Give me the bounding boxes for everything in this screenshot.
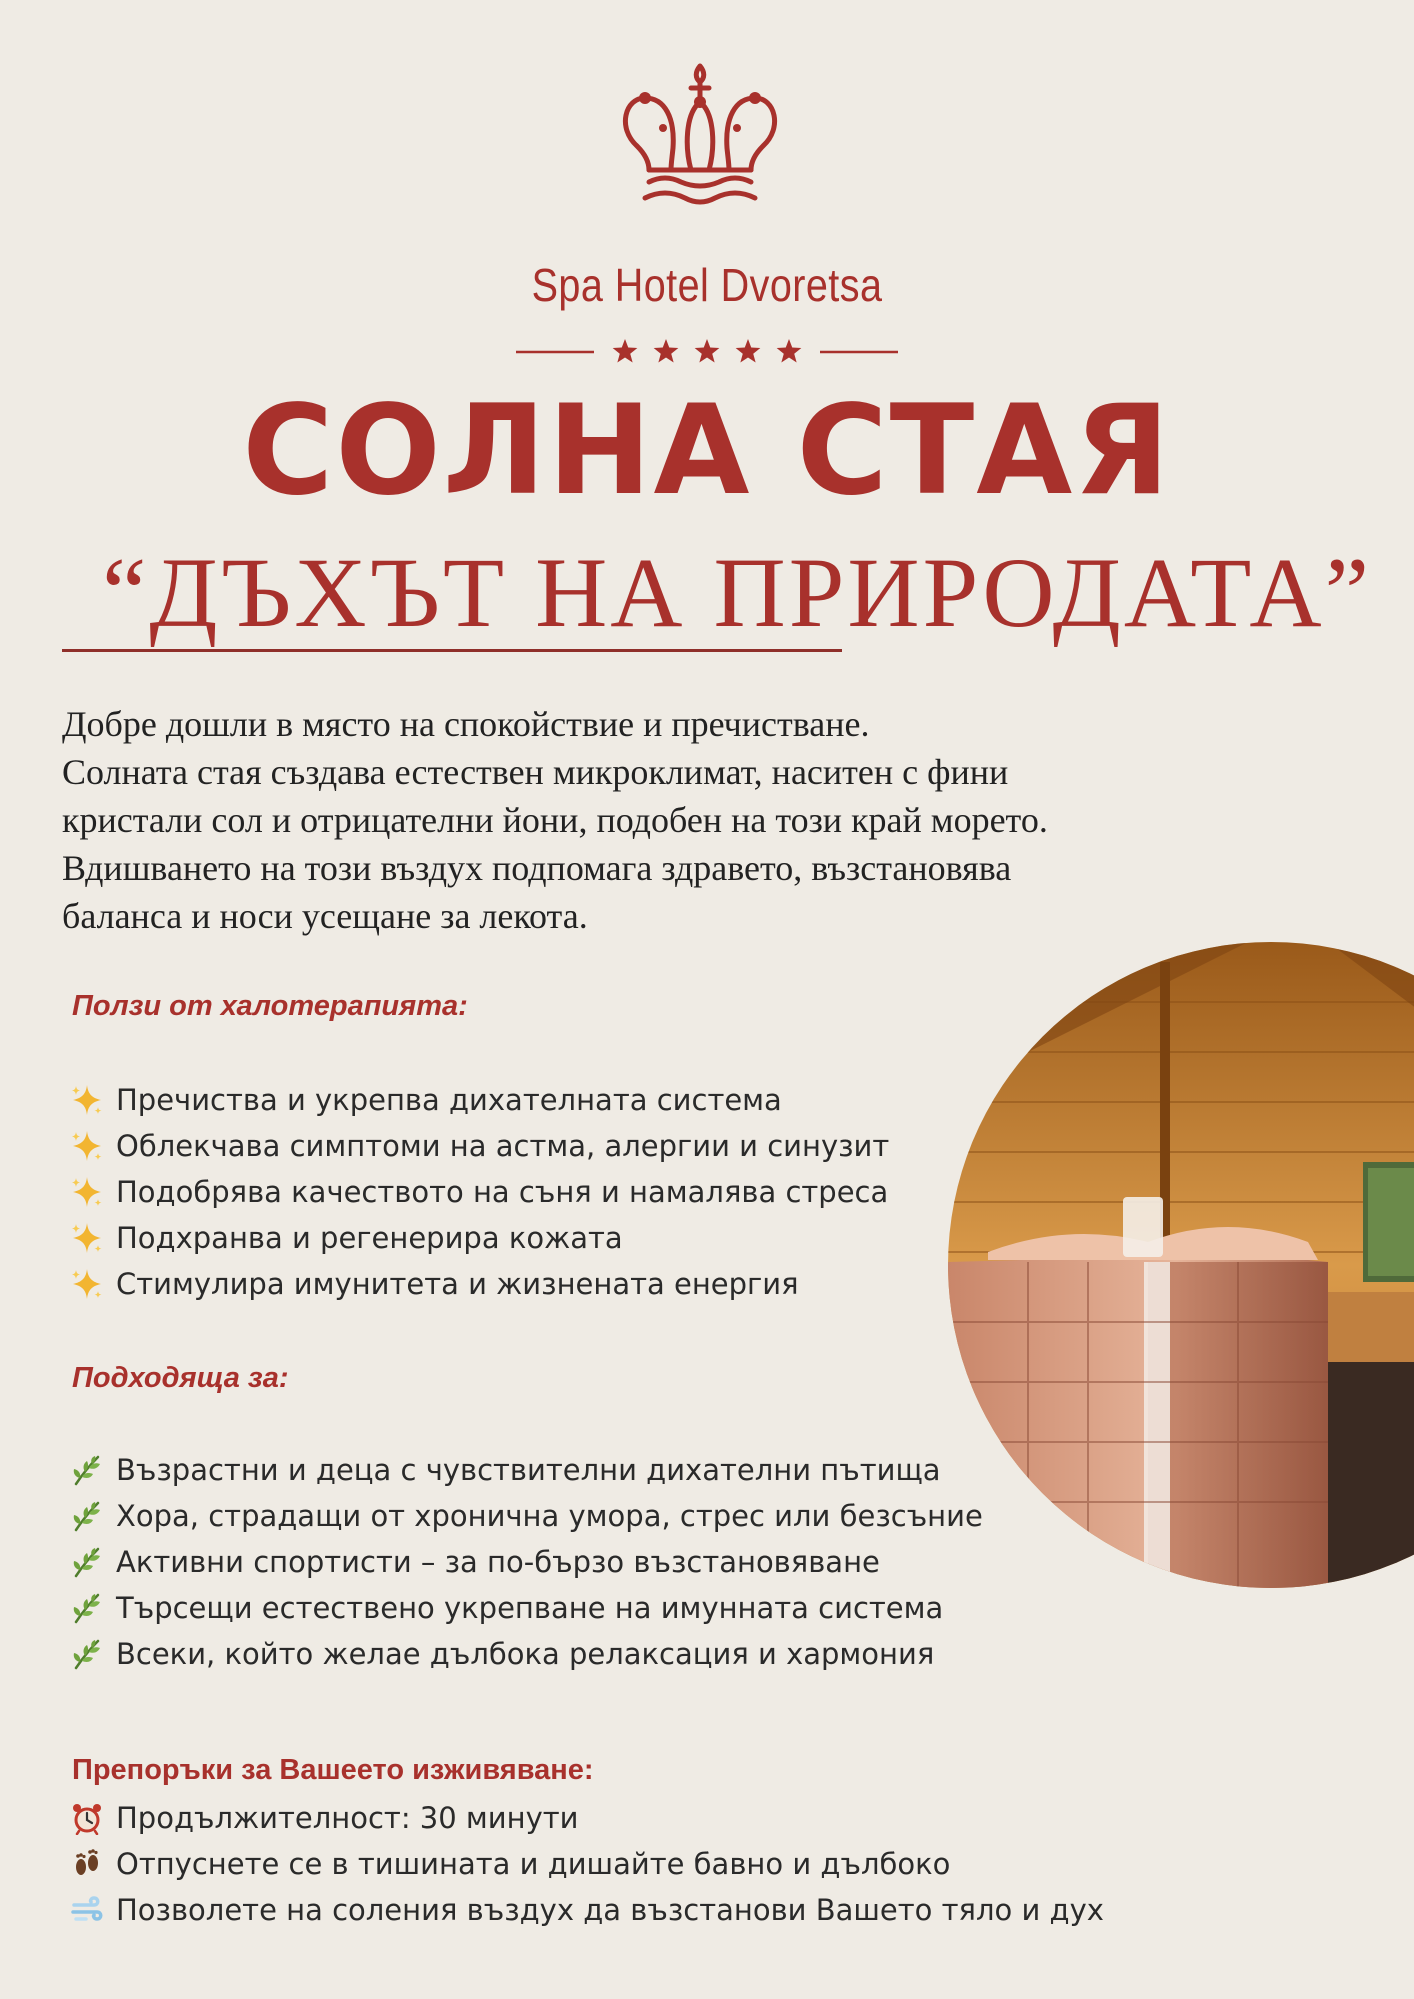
star-icon	[654, 339, 679, 363]
sparkles-icon	[70, 1221, 104, 1255]
herb-icon	[70, 1453, 104, 1487]
alarm-clock-icon	[70, 1801, 104, 1835]
list-item	[70, 1169, 889, 1215]
intro-text	[62, 700, 1292, 940]
herb-icon	[70, 1591, 104, 1625]
list-item-text: Отпуснете се в тишината и дишайте бавно и дълбоко	[116, 1847, 951, 1881]
sparkles-icon	[70, 1175, 104, 1209]
list-item-text: Възрастни и деца с чувствителни дихателни пътища	[116, 1453, 941, 1487]
suitable-heading: Подходяща за:	[72, 1362, 289, 1394]
salt-room-photo	[948, 942, 1414, 1588]
five-star-rating	[512, 334, 902, 370]
list-item	[70, 1123, 889, 1169]
intro-line: баланса и носи усещане за лекота.	[62, 896, 588, 936]
list-item-text: Всеки, който желае дълбока релаксация и хармония	[116, 1637, 935, 1671]
sparkles-icon	[70, 1267, 104, 1301]
benefits-heading: Ползи от халотерапията:	[72, 990, 468, 1022]
intro-line: Добре дошли в място на спокойствие и пречистване.	[62, 704, 870, 744]
tips-heading: Препоръки за Вашеето изживяване:	[72, 1754, 594, 1786]
list-item	[70, 1631, 983, 1677]
tips-list	[70, 1795, 1104, 1933]
list-item	[70, 1841, 1104, 1887]
list-item-text: Търсещи естествено укрепване на имунната система	[116, 1591, 944, 1625]
list-item	[70, 1539, 983, 1585]
list-item-text: Стимулира имунитета и жизнената енергия	[116, 1267, 799, 1301]
crown-icon	[615, 58, 785, 218]
suitable-list	[70, 1447, 983, 1677]
list-item-text: Позволете на соления въздух да възстанови Вашето тяло и дух	[116, 1893, 1104, 1927]
list-item-text: Облекчава симптоми на астма, алергии и синузит	[116, 1129, 890, 1163]
list-item	[70, 1077, 889, 1123]
intro-line: Вдишването на този въздух подпомага здравето, възстановява	[62, 848, 1012, 888]
list-item-text: Подхранва и регенерира кожата	[116, 1221, 623, 1255]
herb-icon	[70, 1499, 104, 1533]
star-icon	[613, 339, 638, 363]
footprints-icon	[70, 1847, 104, 1881]
list-item	[70, 1447, 983, 1493]
page-subtitle: “ДЪХЪТ НА ПРИРОДАТА”	[101, 537, 1372, 648]
star-icon	[777, 339, 802, 363]
hotel-name: Spa Hotel Dvoretsa	[531, 259, 883, 311]
sparkles-icon	[70, 1129, 104, 1163]
list-item	[70, 1493, 983, 1539]
herb-icon	[70, 1637, 104, 1671]
list-item-text: Подобрява качеството на съня и намалява стреса	[116, 1175, 889, 1209]
list-item-text: Хора, страдащи от хронична умора, стрес или безсъние	[116, 1499, 983, 1533]
list-item	[70, 1887, 1104, 1933]
list-item	[70, 1261, 889, 1307]
star-icon	[695, 339, 720, 363]
list-item	[70, 1215, 889, 1261]
title-divider	[62, 649, 842, 652]
intro-line: кристали сол и отрицателни йони, подобен на този край морето.	[62, 800, 1048, 840]
list-item	[70, 1585, 983, 1631]
list-item-text: Активни спортисти – за по-бързо възстановяване	[116, 1545, 880, 1579]
herb-icon	[70, 1545, 104, 1579]
star-icon	[736, 339, 761, 363]
wind-icon	[70, 1893, 104, 1927]
benefits-list	[70, 1077, 889, 1307]
list-item-text: Пречиства и укрепва дихателната система	[116, 1083, 782, 1117]
list-item-text: Продължителност: 30 минути	[116, 1801, 579, 1835]
sparkles-icon	[70, 1083, 104, 1117]
intro-line: Солната стая създава естествен микроклимат, наситен с фини	[62, 752, 1009, 792]
list-item	[70, 1795, 1104, 1841]
page-title: СОЛНА СТАЯ	[242, 379, 1172, 523]
